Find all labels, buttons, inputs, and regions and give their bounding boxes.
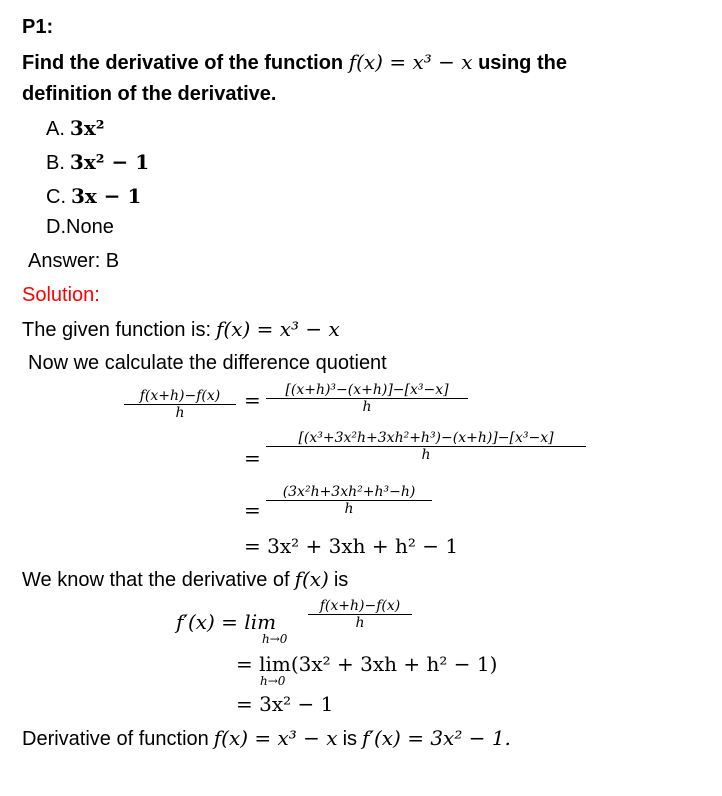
option-key: A.: [46, 118, 65, 140]
equals-sign-1: =: [244, 388, 261, 412]
given-text: The given function is:: [22, 319, 211, 341]
dq-step3-fraction: [266, 484, 432, 517]
equals-sign-2: =: [244, 446, 261, 470]
dq-lhs-denominator: h: [175, 405, 185, 421]
option-key: D.: [46, 216, 66, 238]
equals-sign-3: =: [244, 498, 261, 522]
final-fx: f(x) = x³ − x: [213, 726, 338, 750]
question-function: f(x) = x³ − x: [348, 50, 473, 74]
derivative-numerator: f(x+h)−f(x): [319, 598, 401, 614]
dq-step4: = 3x² + 3xh + h² − 1: [244, 534, 459, 558]
question-line-2: definition of the derivative.: [22, 83, 277, 105]
dq-step1-fraction: [266, 382, 468, 415]
lim-subscript-1: h→0: [262, 632, 288, 646]
dq-step3-denominator: h: [344, 501, 354, 517]
option-d[interactable]: [46, 216, 114, 239]
option-a[interactable]: [46, 116, 105, 141]
final-result: f′(x) = 3x² − 1.: [362, 726, 511, 750]
derivative-denominator: h: [355, 615, 365, 631]
option-b[interactable]: [46, 150, 149, 175]
derivative-intro: [22, 567, 348, 592]
derivative-step3: = 3x² − 1: [236, 692, 334, 716]
option-c[interactable]: [46, 184, 141, 209]
problem-label: P1:: [22, 16, 54, 38]
given-function-line: [22, 317, 340, 342]
question-text: Find the derivative of the function: [22, 52, 344, 74]
given-math: f(x) = x³ − x: [216, 317, 340, 341]
final-is: is: [342, 728, 358, 750]
derivative-fraction: [308, 598, 412, 631]
dq-step2-numerator: [(x³+3x²h+3xh²+h³)−(x+h)]−[x³−x]: [298, 430, 554, 446]
solution-heading: Solution:: [22, 284, 100, 306]
option-key: C.: [46, 186, 66, 208]
know-text: We know that the derivative of: [22, 569, 290, 591]
dq-step2-denominator: h: [421, 447, 431, 463]
lim-subscript-2: h→0: [260, 674, 286, 688]
dq-step3-numerator: (3x²h+3xh²+h³−h): [282, 484, 416, 500]
option-value: 3x²: [69, 116, 105, 140]
option-value: 3x² − 1: [69, 150, 150, 174]
option-value: None: [66, 216, 114, 238]
final-text: Derivative of function: [22, 728, 209, 750]
question-text-end: using the: [478, 52, 567, 74]
know-is: is: [333, 569, 349, 591]
option-key: B.: [46, 152, 65, 174]
dq-lhs-numerator: f(x+h)−f(x): [139, 388, 221, 404]
know-fx: f(x): [294, 567, 329, 591]
derivative-lhs: f′(x) = lim: [176, 610, 277, 634]
dq-step1-numerator: [(x+h)³−(x+h)]−[x³−x]: [285, 382, 449, 398]
dq-step1-denominator: h: [362, 399, 372, 415]
option-value: 3x − 1: [71, 184, 142, 208]
difference-quotient-intro: Now we calculate the difference quotient: [28, 352, 387, 374]
derivative-step2: = lim(3x² + 3xh + h² − 1): [236, 652, 498, 676]
answer-text: Answer: B: [28, 250, 120, 272]
dq-step2-fraction: [266, 430, 586, 463]
dq-lhs-fraction: [124, 388, 236, 421]
question-line-1: [22, 50, 567, 75]
final-statement: [22, 726, 511, 751]
